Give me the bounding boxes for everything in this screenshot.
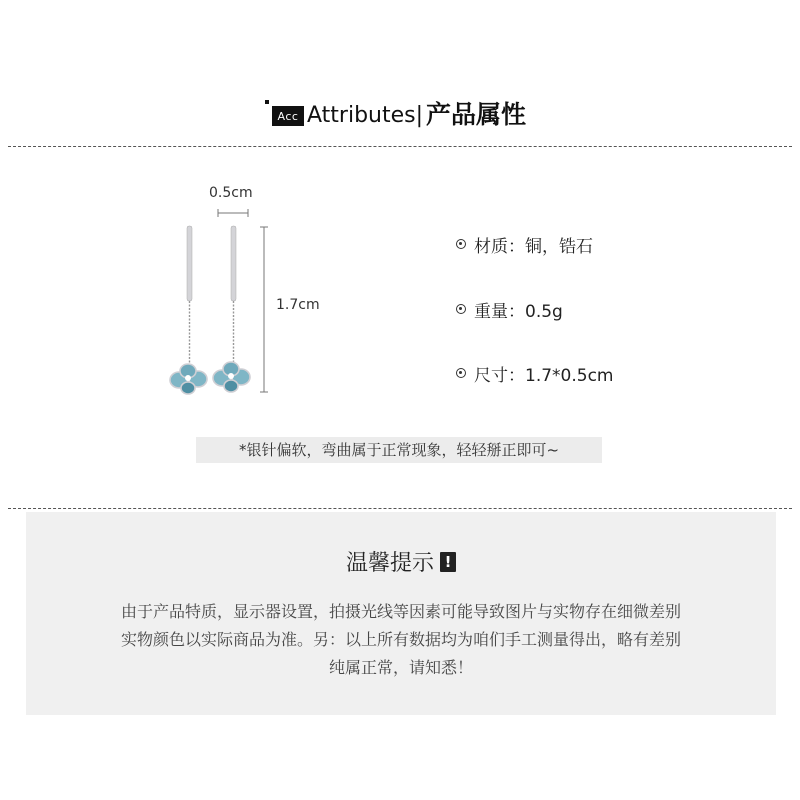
exclamation-icon: ! [440,552,456,572]
header-title-chinese: 产品属性 [426,100,527,129]
header-title-english: Attributes| [307,103,424,128]
height-dimension-label: 1.7cm [276,297,320,313]
soft-needle-note: *银针偏软，弯曲属于正常现象，轻轻掰正即可~ [196,437,602,463]
earring-left [170,226,207,394]
notice-line: 纯属正常，请知悉！ [328,658,473,677]
divider-top [8,146,792,147]
notice-line: 由于产品特质，显示器设置，拍摄光线等因素可能导致图片与实物存在细微差别 [120,602,681,621]
divider-bottom [8,508,792,509]
earring-right [213,226,250,392]
bullet-icon [456,304,466,314]
attribute-label: 重量：0.5g [474,301,563,322]
earring-illustration [160,180,340,410]
notice-line: 实物颜色以实际商品为准。另：以上所有数据均为咱们手工测量得出，略有差别 [120,630,681,649]
bullet-icon [456,239,466,249]
notice-title-text: 温馨提示 [345,551,434,576]
header-dot [265,100,269,104]
attribute-label: 尺寸：1.7*0.5cm [474,365,614,386]
bullet-icon [456,368,466,378]
earring-image [160,180,340,410]
width-dimension-label: 0.5cm [209,185,253,201]
notice-title [26,546,776,577]
section-header [0,98,800,138]
attribute-size [456,360,613,386]
attribute-material [456,231,593,257]
attribute-label: 材质：铜，锆石 [474,236,593,257]
notice-panel [26,512,776,715]
attribute-weight [456,296,563,322]
acc-badge: Acc [272,106,304,126]
